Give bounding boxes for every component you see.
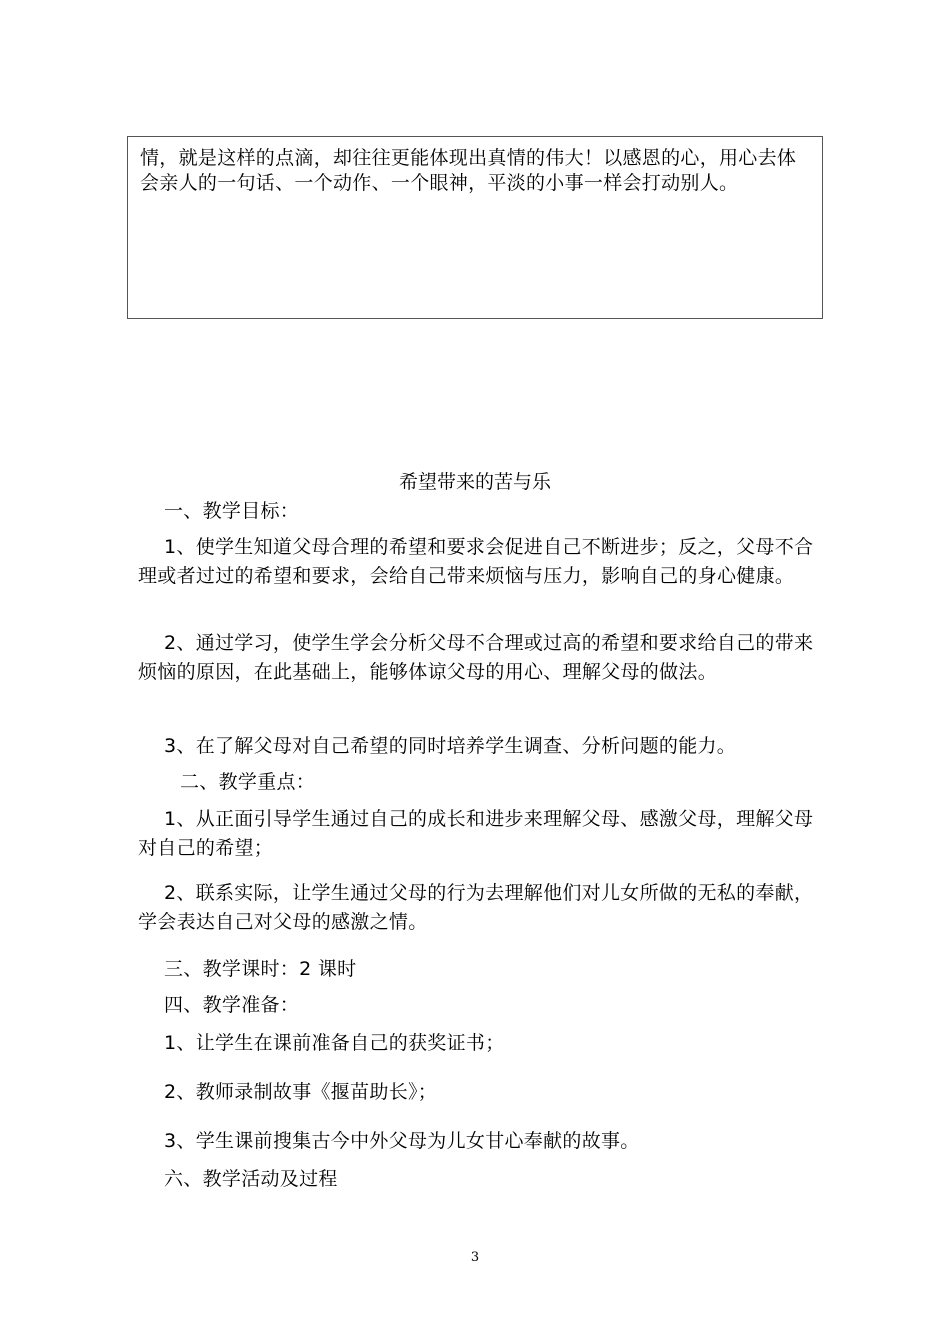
key-point-2: 2、联系实际，让学生通过父母的行为去理解他们对儿女所做的无私的奉献，学会表达自己对父母的感激之情。: [138, 882, 814, 933]
page-number: 3: [470, 1250, 480, 1265]
section-heading-preparation: 四、教学准备：: [164, 994, 300, 1016]
section-heading-key-points: 二、教学重点：: [180, 771, 316, 793]
boxed-paragraph: [127, 136, 823, 319]
preparation-1: 1、让学生在课前准备自己的获奖证书；: [164, 1032, 505, 1054]
objective-1: 1、使学生知道父母合理的希望和要求会促进自己不断进步；反之，父母不合理或者过过的希望和要求，会给自己带来烦恼与压力，影响自己的身心健康。: [138, 536, 814, 587]
boxed-paragraph-text: 情，就是这样的点滴，却往往更能体现出真情的伟大！以感恩的心，用心去体会亲人的一句话、一个动作、一个眼神，平淡的小事一样会打动别人。: [140, 147, 797, 194]
preparation-3: 3、学生课前搜集古今中外父母为儿女甘心奉献的故事。: [164, 1130, 640, 1152]
section-heading-class-hours: 三、教学课时：2 课时: [164, 958, 357, 980]
key-point-1: 1、从正面引导学生通过自己的成长和进步来理解父母、感激父母，理解父母对自己的希望；: [138, 808, 814, 859]
preparation-2: 2、教师录制故事《揠苗助长》；: [164, 1081, 438, 1103]
lesson-title: 希望带来的苦与乐: [398, 471, 551, 493]
objective-3: 3、在了解父母对自己希望的同时培养学生调查、分析问题的能力。: [164, 735, 737, 757]
section-heading-activities: 六、教学活动及过程: [164, 1168, 338, 1190]
section-heading-objectives: 一、教学目标：: [164, 500, 300, 522]
objective-2: 2、通过学习，使学生学会分析父母不合理或过高的希望和要求给自己的带来烦恼的原因，在此基础上，能够体谅父母的用心、理解父母的做法。: [138, 632, 814, 683]
